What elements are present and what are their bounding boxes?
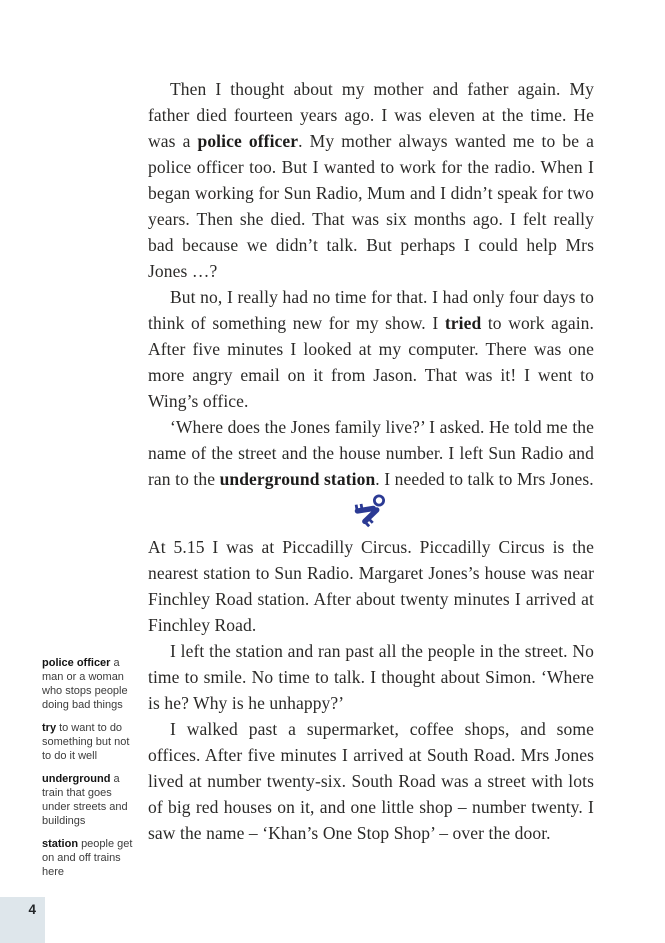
- section-divider: [148, 492, 594, 534]
- glossary-term-highlight: police officer: [197, 131, 299, 151]
- story-paragraph: [148, 76, 594, 284]
- story-text-run: At 5.15 I was at Piccadilly Circus. Piccadilly Circus is the nearest station to Sun Radio. Margaret Jones’s house was near Finchley Road station. After about twenty minutes I arrived at Finchley Road.: [148, 537, 594, 635]
- story-text-column: [148, 76, 594, 846]
- story-paragraph: [148, 716, 594, 846]
- glossary-sidebar: [42, 656, 141, 888]
- keys-divider-icon: [351, 492, 391, 534]
- glossary-term-highlight: tried: [444, 313, 482, 333]
- story-paragraph: [148, 414, 594, 492]
- glossary-term: underground: [42, 773, 111, 785]
- story-text-run: I walked past a supermarket, coffee shops, and some offices. After five minutes I arrived at South Road. Mrs Jones lived at number twenty-six. South Road was a street with lots of big red houses on it, and one little shop – number twenty. I saw the name – ‘Khan’s One Stop Shop’ – over the door.: [148, 719, 594, 843]
- story-text-run: . My mother always wanted me to be a police officer too. But I wanted to work for the radio. When I began working for Sun Radio, Mum and I didn’t speak for two years. Then she died. That was six months ago. I felt really bad because we didn’t talk. But perhaps I could help Mrs Jones …?: [148, 131, 594, 281]
- glossary-term: try: [42, 722, 57, 734]
- glossary-term-highlight: underground station: [219, 469, 376, 489]
- glossary-entry: [42, 772, 141, 828]
- story-text-run: I left the station and ran past all the people in the street. No time to smile. No time to talk. I thought about Simon. ‘Where is he? Why is he unhappy?’: [148, 641, 594, 713]
- glossary-entry: [42, 721, 141, 763]
- story-paragraph: [148, 534, 594, 638]
- story-text-run: Then I thought about my mother and father again. My father died fourteen years ago. I was eleven at the time. He was a: [148, 79, 594, 151]
- story-paragraph: [148, 638, 594, 716]
- glossary-definition: a man or a woman who stops people doing bad things: [42, 657, 128, 711]
- story-paragraph: [148, 284, 594, 414]
- glossary-definition: a train that goes under streets and buildings: [42, 773, 128, 827]
- story-text-run: . I needed to talk to Mrs Jones.: [375, 469, 594, 489]
- page-number-box: [0, 897, 45, 943]
- glossary-term: police officer: [42, 657, 111, 669]
- story-text-run: ‘Where does the Jones family live?’ I asked. He told me the name of the street and the house number. I left Sun Radio and ran to the: [148, 417, 594, 489]
- glossary-term: station: [42, 838, 79, 850]
- glossary-definition: to want to do something but not to do it well: [42, 722, 130, 762]
- story-text-run: to work again. After five minutes I looked at my computer. There was one more angry email on it from Jason. That was it! I went to Wing’s office.: [148, 313, 595, 411]
- glossary-definition: people get on and off trains here: [42, 838, 133, 878]
- glossary-entry: [42, 837, 141, 879]
- page-number: 4: [28, 902, 36, 917]
- glossary-entry: [42, 656, 141, 712]
- story-text-run: But no, I really had no time for that. I had only four days to think of something new for my show. I: [148, 287, 594, 333]
